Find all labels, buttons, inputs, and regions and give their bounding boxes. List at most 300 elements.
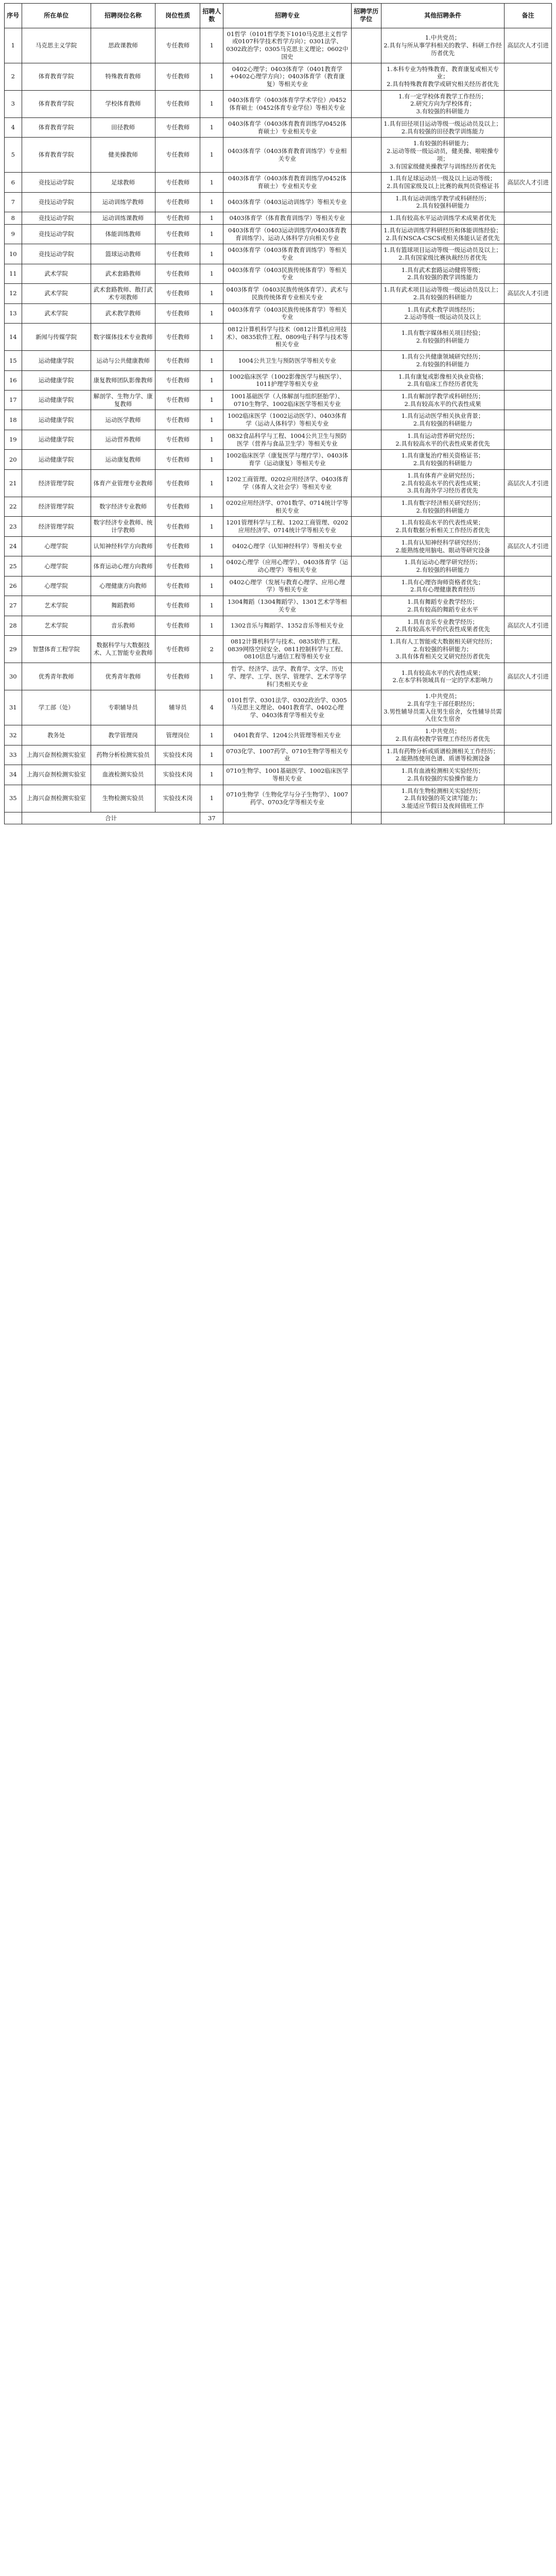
header-nature: 岗位性质 xyxy=(155,4,200,28)
table-row xyxy=(5,284,552,303)
note-cell xyxy=(505,324,552,351)
degree-cell xyxy=(351,90,381,117)
row-number: 19 xyxy=(5,430,22,449)
major-cell: 0402心理学；0403体育学（0401教育学+0402心理学方向）；0403体育学（教育康复）等相关专业 xyxy=(223,63,351,90)
post-cell: 数字经济专业教师 xyxy=(91,497,155,516)
count-cell: 1 xyxy=(200,63,223,90)
requirements-cell: 1.具有认知神经科学研究经历； 2.能熟练使用脑电、眼动等研究设备 xyxy=(381,536,504,556)
post-cell: 武术套路教师 xyxy=(91,264,155,283)
nature-cell: 专任教师 xyxy=(155,497,200,516)
major-cell: 0402心理学（应用心理学）、0403体育学（运动心理学）等相关专业 xyxy=(223,556,351,576)
note-cell xyxy=(505,244,552,264)
note-cell xyxy=(505,556,552,576)
unit-cell: 学工部（处） xyxy=(22,690,91,725)
nature-cell: 管理岗位 xyxy=(155,725,200,745)
row-number: 28 xyxy=(5,616,22,635)
count-cell: 1 xyxy=(200,351,223,370)
major-cell: 1304舞蹈（1304舞蹈学）、1301艺术学等相关专业 xyxy=(223,596,351,616)
nature-cell: 专任教师 xyxy=(155,264,200,283)
row-number: 7 xyxy=(5,192,22,212)
header-post: 招聘岗位名称 xyxy=(91,4,155,28)
post-cell: 运动训练学教师 xyxy=(91,192,155,212)
unit-cell: 艺术学院 xyxy=(22,596,91,616)
unit-cell: 体育教育学院 xyxy=(22,138,91,173)
header-note: 备注 xyxy=(505,4,552,28)
degree-cell xyxy=(351,117,381,137)
nature-cell: 专任教师 xyxy=(155,469,200,497)
major-cell: 1002临床医学（1002影像医学与核医学）、1011护理学等相关专业 xyxy=(223,370,351,390)
major-cell: 0703化学、1007药学、0710生物学等相关专业 xyxy=(223,745,351,765)
count-cell: 1 xyxy=(200,785,223,812)
degree-cell xyxy=(351,284,381,303)
post-cell: 思政课教师 xyxy=(91,28,155,63)
requirements-cell: 1.具有武术教学训练经历； 2.运动等级一级运动员及以上 xyxy=(381,303,504,323)
major-cell: 0403体育学（0403民族传统体育学）等相关专业 xyxy=(223,264,351,283)
degree-cell xyxy=(351,430,381,449)
table-row xyxy=(5,63,552,90)
major-cell: 0401教育学、1204公共管理等相关专业 xyxy=(223,725,351,745)
count-cell: 1 xyxy=(200,596,223,616)
major-cell: 1002临床医学（1002运动医学）、0403体育学（运动人体科学）等相关专业 xyxy=(223,410,351,430)
count-cell: 1 xyxy=(200,212,223,225)
degree-cell xyxy=(351,410,381,430)
nature-cell: 专任教师 xyxy=(155,63,200,90)
degree-cell xyxy=(351,351,381,370)
note-cell xyxy=(505,517,552,536)
table-row xyxy=(5,117,552,137)
table-header-row xyxy=(5,4,552,28)
table-row xyxy=(5,90,552,117)
major-cell: 0403体育学（0403体育教育训练学）专业相关专业 xyxy=(223,138,351,173)
header-requirements: 其他招聘条件 xyxy=(381,4,504,28)
table-row xyxy=(5,450,552,469)
table-row xyxy=(5,224,552,244)
post-cell: 生物检测实验员 xyxy=(91,785,155,812)
header-no: 序号 xyxy=(5,4,22,28)
table-row xyxy=(5,430,552,449)
nature-cell: 实验技术岗 xyxy=(155,785,200,812)
count-cell: 1 xyxy=(200,117,223,137)
row-number: 13 xyxy=(5,303,22,323)
nature-cell: 专任教师 xyxy=(155,536,200,556)
total-degree-cell xyxy=(351,812,381,824)
table-row xyxy=(5,244,552,264)
table-body xyxy=(5,28,552,812)
note-cell xyxy=(505,117,552,137)
row-number: 32 xyxy=(5,725,22,745)
major-cell: 1001基础医学（人体解剖与组织胚胎学）、0710生物学、1002临床医学等相关专业 xyxy=(223,391,351,410)
degree-cell xyxy=(351,690,381,725)
note-cell xyxy=(505,410,552,430)
requirements-cell: 1.具有数字媒体相关项目经验； 2.有较强的科研能力 xyxy=(381,324,504,351)
requirements-cell: 1.具有心理咨询师资格者优先； 2.具有心理健康教育经历 xyxy=(381,576,504,596)
unit-cell: 竞技运动学院 xyxy=(22,173,91,192)
degree-cell xyxy=(351,63,381,90)
unit-cell: 新闻与传媒学院 xyxy=(22,324,91,351)
major-cell: 0403体育学（0403体育教育训练学/0452体育硕士）专业相关专业 xyxy=(223,117,351,137)
major-cell: 1002临床医学（康复医学与理疗学）、0403体育学（运动康复）等相关专业 xyxy=(223,450,351,469)
degree-cell xyxy=(351,497,381,516)
requirements-cell: 1.具有武术套路运动健将等级； 2.具有较强的教学训练能力 xyxy=(381,264,504,283)
requirements-cell: 1.具有血液检测相关实验经历； 2.具有较强的实验操作能力 xyxy=(381,765,504,785)
nature-cell: 辅导员 xyxy=(155,690,200,725)
nature-cell: 专任教师 xyxy=(155,138,200,173)
table-row xyxy=(5,370,552,390)
row-number: 9 xyxy=(5,224,22,244)
unit-cell: 运动健康学院 xyxy=(22,370,91,390)
total-req-cell xyxy=(381,812,504,824)
degree-cell xyxy=(351,517,381,536)
requirements-cell: 1.有较强的科研能力； 2.运动等级一级运动员，健美操、啦啦操专项； 3.有国家级健美操教学与训练经历者优先 xyxy=(381,138,504,173)
count-cell: 1 xyxy=(200,616,223,635)
major-cell: 0402心理学（认知神经科学）等相关专业 xyxy=(223,536,351,556)
degree-cell xyxy=(351,224,381,244)
note-cell: 高层次人才引进 xyxy=(505,616,552,635)
post-cell: 运动训练课教师 xyxy=(91,212,155,225)
nature-cell: 专任教师 xyxy=(155,284,200,303)
major-cell: 0403体育学（0403体育学学术学位）/0452体育硕士（0452体育专业学位）等相关专业 xyxy=(223,90,351,117)
note-cell: 高层次人才引进 xyxy=(505,663,552,690)
total-count: 37 xyxy=(200,812,223,824)
nature-cell: 专任教师 xyxy=(155,324,200,351)
post-cell: 特殊教育教师 xyxy=(91,63,155,90)
row-number: 20 xyxy=(5,450,22,469)
unit-cell: 竞技运动学院 xyxy=(22,212,91,225)
unit-cell: 竞技运动学院 xyxy=(22,244,91,264)
requirements-cell: 1.具有体育产业研究经历； 2.具有较高水平的代表性成果； 3.具有海外学习经历者优先 xyxy=(381,469,504,497)
count-cell: 1 xyxy=(200,90,223,117)
note-cell xyxy=(505,745,552,765)
unit-cell: 艺术学院 xyxy=(22,616,91,635)
degree-cell xyxy=(351,765,381,785)
nature-cell: 专任教师 xyxy=(155,450,200,469)
unit-cell: 竞技运动学院 xyxy=(22,224,91,244)
note-cell xyxy=(505,450,552,469)
nature-cell: 专任教师 xyxy=(155,636,200,663)
count-cell: 1 xyxy=(200,284,223,303)
degree-cell xyxy=(351,450,381,469)
header-unit: 所在单位 xyxy=(22,4,91,28)
requirements-cell: 1.具有生物检测相关实验经历； 2.具有较强的英文读写能力； 3.能适应节假日及夜间值班工作 xyxy=(381,785,504,812)
count-cell: 1 xyxy=(200,28,223,63)
requirements-cell: 1.具有运动医学相关执业背景； 2.具有较强的科研能力 xyxy=(381,410,504,430)
table-row xyxy=(5,596,552,616)
table-row xyxy=(5,616,552,635)
degree-cell xyxy=(351,391,381,410)
nature-cell: 实验技术岗 xyxy=(155,765,200,785)
requirements-cell: 1.有一定学校体育教学工作经历； 2.研究方向为学校体育； 3.有较强的科研能力 xyxy=(381,90,504,117)
table-row xyxy=(5,725,552,745)
nature-cell: 专任教师 xyxy=(155,410,200,430)
major-cell: 0403体育学（0403运动训练学）等相关专业 xyxy=(223,192,351,212)
post-cell: 药物分析检测实验员 xyxy=(91,745,155,765)
major-cell: 1201管理科学与工程、1202工商管理、0202应用经济学、0714统计学等相关专业 xyxy=(223,517,351,536)
row-number: 5 xyxy=(5,138,22,173)
table-row xyxy=(5,765,552,785)
degree-cell xyxy=(351,138,381,173)
row-number: 4 xyxy=(5,117,22,137)
row-number: 12 xyxy=(5,284,22,303)
requirements-cell: 1.具有人工智能或大数据相关研究经历； 2.有较强的科研能力； 3.具有体育相关交叉研究经历者优先 xyxy=(381,636,504,663)
nature-cell: 专任教师 xyxy=(155,212,200,225)
table-row xyxy=(5,556,552,576)
post-cell: 足球教师 xyxy=(91,173,155,192)
requirements-cell: 1.本科专业为特殊教育、教育康复或相关专业； 2.具有特殊教育教学或研究相关经历者优先 xyxy=(381,63,504,90)
major-cell: 0403体育学（体育教育训练学）等相关专业 xyxy=(223,212,351,225)
post-cell: 数字经济专业教师、统计学教师 xyxy=(91,517,155,536)
note-cell xyxy=(505,351,552,370)
note-cell: 高层次人才引进 xyxy=(505,469,552,497)
count-cell: 1 xyxy=(200,264,223,283)
row-number: 26 xyxy=(5,576,22,596)
table-row xyxy=(5,212,552,225)
row-number: 35 xyxy=(5,785,22,812)
requirements-cell: 1.具有运动心理学研究经历； 2.有较强的科研能力 xyxy=(381,556,504,576)
unit-cell: 智慧体育工程学院 xyxy=(22,636,91,663)
post-cell: 健美操教师 xyxy=(91,138,155,173)
row-number: 3 xyxy=(5,90,22,117)
requirements-cell: 1.具有较高水平运动训练学术成果者优先 xyxy=(381,212,504,225)
count-cell: 1 xyxy=(200,173,223,192)
major-cell: 0403体育学（0403民族传统体育学）等相关专业 xyxy=(223,303,351,323)
requirements-cell: 1.中共党员； 2.具有高校教学管理工作经历者优先 xyxy=(381,725,504,745)
degree-cell xyxy=(351,725,381,745)
nature-cell: 专任教师 xyxy=(155,616,200,635)
header-degree: 招聘学历学位 xyxy=(351,4,381,28)
count-cell: 1 xyxy=(200,391,223,410)
degree-cell xyxy=(351,785,381,812)
post-cell: 运动医学教师 xyxy=(91,410,155,430)
note-cell: 高层次人才引进 xyxy=(505,28,552,63)
post-cell: 学校体育教师 xyxy=(91,90,155,117)
unit-cell: 心理学院 xyxy=(22,576,91,596)
row-number: 6 xyxy=(5,173,22,192)
table-row xyxy=(5,785,552,812)
row-number: 10 xyxy=(5,244,22,264)
unit-cell: 运动健康学院 xyxy=(22,351,91,370)
table-row xyxy=(5,391,552,410)
major-cell: 0202应用经济学、0701数学、0714统计学等相关专业 xyxy=(223,497,351,516)
note-cell xyxy=(505,785,552,812)
post-cell: 运动康复教师 xyxy=(91,450,155,469)
post-cell: 心理健康方向教师 xyxy=(91,576,155,596)
table-row xyxy=(5,351,552,370)
note-cell xyxy=(505,138,552,173)
degree-cell xyxy=(351,469,381,497)
total-major-cell xyxy=(223,812,351,824)
count-cell: 1 xyxy=(200,370,223,390)
degree-cell xyxy=(351,556,381,576)
row-number: 1 xyxy=(5,28,22,63)
post-cell: 篮球运动教师 xyxy=(91,244,155,264)
unit-cell: 心理学院 xyxy=(22,556,91,576)
degree-cell xyxy=(351,324,381,351)
post-cell: 认知神经科学方向教师 xyxy=(91,536,155,556)
unit-cell: 经济管理学院 xyxy=(22,469,91,497)
unit-cell: 上海兴奋剂检测实验室 xyxy=(22,745,91,765)
row-number: 27 xyxy=(5,596,22,616)
unit-cell: 经济管理学院 xyxy=(22,517,91,536)
requirements-cell: 1.具有康复或影像相关执业资格； 2.具有临床工作经历者优先 xyxy=(381,370,504,390)
major-cell: 0710生物学（生物化学与分子生物学）、1007药学、0703化学等相关专业 xyxy=(223,785,351,812)
nature-cell: 专任教师 xyxy=(155,576,200,596)
count-cell: 1 xyxy=(200,192,223,212)
note-cell xyxy=(505,497,552,516)
row-number: 22 xyxy=(5,497,22,516)
requirements-cell: 1.具有舞蹈专业教学经历； 2.具有较高的舞蹈专业水平 xyxy=(381,596,504,616)
requirements-cell: 1.具有运动营养研究经历； 2.具有较高水平的代表性成果者优先 xyxy=(381,430,504,449)
nature-cell: 专任教师 xyxy=(155,663,200,690)
table-row xyxy=(5,138,552,173)
nature-cell: 专任教师 xyxy=(155,117,200,137)
unit-cell: 上海兴奋剂检测实验室 xyxy=(22,785,91,812)
nature-cell: 专任教师 xyxy=(155,430,200,449)
table-row xyxy=(5,497,552,516)
row-number: 16 xyxy=(5,370,22,390)
row-number: 24 xyxy=(5,536,22,556)
table-row xyxy=(5,192,552,212)
nature-cell: 专任教师 xyxy=(155,391,200,410)
major-cell: 0403体育学（0403体育教育训练学）等相关专业 xyxy=(223,244,351,264)
unit-cell: 武术学院 xyxy=(22,303,91,323)
degree-cell xyxy=(351,745,381,765)
row-number: 11 xyxy=(5,264,22,283)
unit-cell: 优秀青年教师 xyxy=(22,663,91,690)
table-row xyxy=(5,173,552,192)
nature-cell: 专任教师 xyxy=(155,244,200,264)
major-cell: 0402心理学（发展与教育心理学、应用心理学）等相关专业 xyxy=(223,576,351,596)
note-cell xyxy=(505,303,552,323)
requirements-cell: 1.具有较高水平的代表性成果； 2.在本学科领域具有一定的学术影响力 xyxy=(381,663,504,690)
count-cell: 1 xyxy=(200,556,223,576)
count-cell: 4 xyxy=(200,690,223,725)
unit-cell: 武术学院 xyxy=(22,284,91,303)
count-cell: 1 xyxy=(200,138,223,173)
note-cell xyxy=(505,596,552,616)
requirements-cell: 1.具有足球运动员一级及以上运动等级； 2.具有国家级及以上比赛的裁判员资格证书 xyxy=(381,173,504,192)
note-cell xyxy=(505,63,552,90)
unit-cell: 体育教育学院 xyxy=(22,117,91,137)
unit-cell: 马克思主义学院 xyxy=(22,28,91,63)
major-cell: 0403体育学（0403运动训练学/0403体育教育训练学）、运动人体科学方向相关专业 xyxy=(223,224,351,244)
table-row xyxy=(5,264,552,283)
table-row xyxy=(5,745,552,765)
post-cell: 田径教师 xyxy=(91,117,155,137)
nature-cell: 专任教师 xyxy=(155,192,200,212)
degree-cell xyxy=(351,663,381,690)
post-cell: 专职辅导员 xyxy=(91,690,155,725)
requirements-cell: 1.具有数字经济相关研究经历； 2.有较强的科研能力 xyxy=(381,497,504,516)
note-cell xyxy=(505,391,552,410)
unit-cell: 上海兴奋剂检测实验室 xyxy=(22,765,91,785)
post-cell: 数据科学与大数据技术、人工智能专业教师 xyxy=(91,636,155,663)
post-cell: 运动与公共健康教师 xyxy=(91,351,155,370)
major-cell: 0832食品科学与工程、1004公共卫生与预防医学（营养与食品卫生学）等相关专业 xyxy=(223,430,351,449)
row-number: 8 xyxy=(5,212,22,225)
degree-cell xyxy=(351,264,381,283)
count-cell: 1 xyxy=(200,497,223,516)
unit-cell: 武术学院 xyxy=(22,264,91,283)
post-cell: 教学管理岗 xyxy=(91,725,155,745)
nature-cell: 专任教师 xyxy=(155,303,200,323)
post-cell: 数字媒体技术专业教师 xyxy=(91,324,155,351)
post-cell: 音乐教师 xyxy=(91,616,155,635)
requirements-cell: 1.具有解剖学教学或科研经历； 2.具有较高水平的代表性成果 xyxy=(381,391,504,410)
major-cell: 0812计算机科学与技术、0835软件工程、0839网络空间安全、0811控制科学与工程、0810信息与通信工程等相关专业 xyxy=(223,636,351,663)
degree-cell xyxy=(351,28,381,63)
note-cell xyxy=(505,576,552,596)
row-number: 14 xyxy=(5,324,22,351)
total-no-cell xyxy=(5,812,22,824)
nature-cell: 专任教师 xyxy=(155,28,200,63)
nature-cell: 专任教师 xyxy=(155,517,200,536)
degree-cell xyxy=(351,244,381,264)
note-cell xyxy=(505,370,552,390)
degree-cell xyxy=(351,212,381,225)
unit-cell: 运动健康学院 xyxy=(22,391,91,410)
table-row xyxy=(5,28,552,63)
degree-cell xyxy=(351,616,381,635)
table-row xyxy=(5,303,552,323)
count-cell: 1 xyxy=(200,224,223,244)
row-number: 15 xyxy=(5,351,22,370)
recruitment-table xyxy=(4,3,552,824)
post-cell: 舞蹈教师 xyxy=(91,596,155,616)
degree-cell xyxy=(351,576,381,596)
row-number: 21 xyxy=(5,469,22,497)
major-cell: 1302音乐与舞蹈学、1352音乐等相关专业 xyxy=(223,616,351,635)
nature-cell: 专任教师 xyxy=(155,173,200,192)
degree-cell xyxy=(351,536,381,556)
table-row xyxy=(5,517,552,536)
post-cell: 运动营养教师 xyxy=(91,430,155,449)
unit-cell: 经济管理学院 xyxy=(22,497,91,516)
row-number: 34 xyxy=(5,765,22,785)
requirements-cell: 1.具有音乐专业教学经历； 2.具有较高水平的代表性成果者优先 xyxy=(381,616,504,635)
note-cell xyxy=(505,192,552,212)
unit-cell: 运动健康学院 xyxy=(22,450,91,469)
header-major: 招聘专业 xyxy=(223,4,351,28)
nature-cell: 专任教师 xyxy=(155,90,200,117)
post-cell: 体育运动心理方向教师 xyxy=(91,556,155,576)
count-cell: 1 xyxy=(200,430,223,449)
table-row xyxy=(5,636,552,663)
note-cell xyxy=(505,90,552,117)
note-cell xyxy=(505,264,552,283)
count-cell: 1 xyxy=(200,303,223,323)
major-cell: 01哲学（0101哲学类下1010马克思主义哲学或0107科学技术哲学方向）；0301法学、0302政治学；0305马克思主义理论；0602中国史 xyxy=(223,28,351,63)
total-label: 合计 xyxy=(22,812,200,824)
nature-cell: 专任教师 xyxy=(155,596,200,616)
unit-cell: 体育教育学院 xyxy=(22,63,91,90)
row-number: 29 xyxy=(5,636,22,663)
post-cell: 武术教学教师 xyxy=(91,303,155,323)
degree-cell xyxy=(351,370,381,390)
major-cell: 哲学、经济学、法学、教育学、文学、历史学、理学、工学、医学、管理学、艺术学等学科门类相关专业 xyxy=(223,663,351,690)
nature-cell: 专任教师 xyxy=(155,370,200,390)
post-cell: 体育产业管理专业教师 xyxy=(91,469,155,497)
requirements-cell: 1.中共党员； 2.具有学生干部任职经历； 3.男性辅导员需入住男生宿舍，女性辅导员需入住女生宿舍 xyxy=(381,690,504,725)
table-row xyxy=(5,690,552,725)
requirements-cell: 1.具有运动训练学教学或科研经历； 2.具有较强科研能力 xyxy=(381,192,504,212)
post-cell: 武术套路教师、散打武术专项教师 xyxy=(91,284,155,303)
requirements-cell: 1.中共党员； 2.具有与所从事学科相关的教学、科研工作经历者优先 xyxy=(381,28,504,63)
major-cell: 0710生物学、1001基础医学、1002临床医学等相关专业 xyxy=(223,765,351,785)
table-row xyxy=(5,663,552,690)
degree-cell xyxy=(351,303,381,323)
requirements-cell: 1.具有康复治疗相关资格证书； 2.具有较强的科研能力 xyxy=(381,450,504,469)
major-cell: 0812计算机科学与技术（0812计算机应用技术）、0835软件工程、0809电子科学与技术等相关专业 xyxy=(223,324,351,351)
